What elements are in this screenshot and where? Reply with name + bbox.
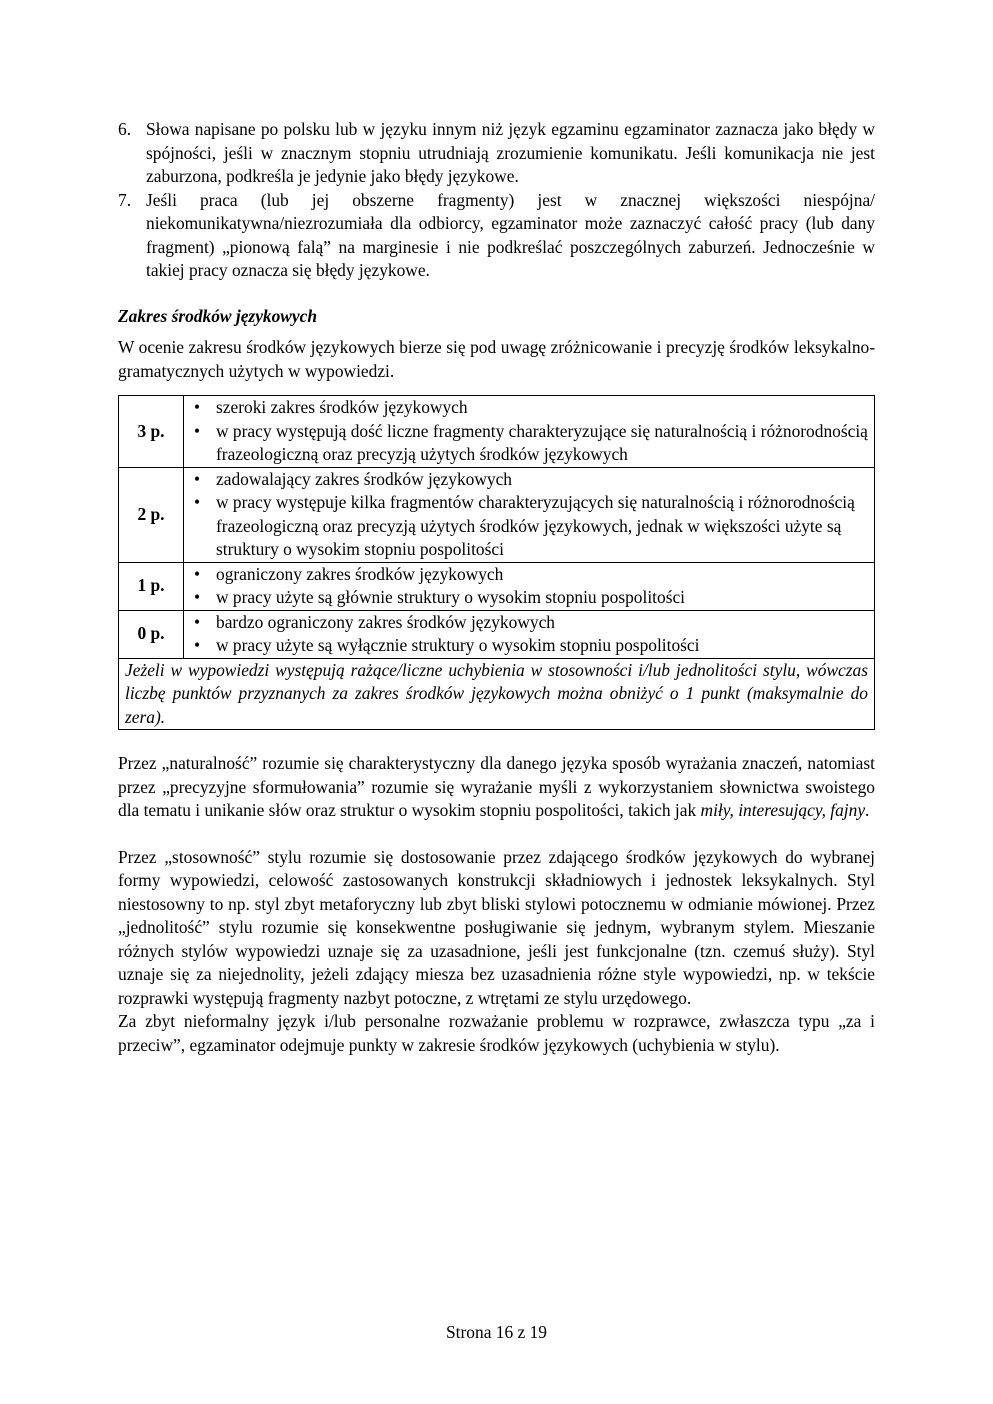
intro-paragraph: W ocenie zakresu środków językowych bierze się pod uwagę zróżnicowanie i precyzję środków leksykalno-gramatycznych użytych w wypowiedzi. xyxy=(118,337,875,381)
list-item-text: Jeśli praca (lub jej obszerne fragmenty) jest w znacznej większości niespójna/ niekomunikatywna/niezrozumiała dla odbiorcy, egzaminator może zaznaczyć całość pracy (lub dany fragment) „pionową falą” na marginesie i nie podkreślać poszczególnych zaburzeń. Jednocześnie w takiej pracy oznacza się błędy językowe. xyxy=(146,189,875,280)
rules-list xyxy=(118,118,875,283)
table-note: Jeżeli w wypowiedzi występują rażące/liczne uchybienia w stosowności i/lub jednolitości stylu, wówczas liczbę punktów przyznanych za zakres środków językowych można obniżyć o 1 punkt (maksymalnie do zera). xyxy=(119,658,875,730)
points-cell: 2 p. xyxy=(119,467,184,562)
scoring-table xyxy=(118,395,875,730)
list-item-number: 7. xyxy=(118,189,132,210)
table-row xyxy=(119,658,875,730)
list-item xyxy=(118,118,875,189)
bullet-icon: • xyxy=(194,611,201,632)
criteria-cell xyxy=(184,610,875,658)
examples-text: miły, interesujący, fajny xyxy=(700,800,866,820)
list-item-text: Słowa napisane po polsku lub w języku innym niż język egzaminu egzaminator zaznacza jako błędy w spójności, jeśli w znacznym stopniu utrudniają zrozumienie komunikatu. Jeśli komunikacja nie jest zaburzona, podkreśla je jedynie jako błędy językowe. xyxy=(146,119,875,186)
bullet-icon: • xyxy=(194,563,201,584)
page-content xyxy=(118,118,875,1057)
criterion: • szeroki zakres środków językowych xyxy=(190,396,874,420)
bullet-icon: • xyxy=(194,397,201,417)
list-item-number: 6. xyxy=(118,119,132,139)
criterion: • w pracy użyte są głównie struktury o wysokim stopniu pospolitości xyxy=(190,586,874,610)
criteria-cell xyxy=(184,396,875,468)
bullet-icon: • xyxy=(194,587,201,607)
bullet-icon: • xyxy=(194,492,201,512)
criterion: • w pracy użyte są wyłącznie struktury o wysokim stopniu pospolitości xyxy=(190,634,874,658)
criterion: • ograniczony zakres środków językowych xyxy=(190,563,874,587)
criteria-cell xyxy=(184,467,875,562)
criteria-cell xyxy=(184,562,875,610)
points-cell: 3 p. xyxy=(119,396,184,468)
table-row xyxy=(119,396,875,468)
bullet-icon: • xyxy=(194,420,201,441)
list-item xyxy=(118,189,875,283)
table-row xyxy=(119,610,875,658)
points-cell: 1 p. xyxy=(119,562,184,610)
criterion: • w pracy występuje kilka fragmentów charakteryzujących się naturalnością i różnorodnością frazeologiczną oraz precyzją użytych środków językowych, jednak w większości użyte są struktury o wysokim stopniu pospolitości xyxy=(194,492,855,559)
criterion: • bardzo ograniczony zakres środków językowych xyxy=(190,611,874,635)
table-row xyxy=(119,562,875,610)
section-title: Zakres środków językowych xyxy=(118,305,318,326)
informal-paragraph: Za zbyt nieformalny język i/lub personalne rozważanie problemu w rozprawce, zwłaszcza typu „za i przeciw”, egzaminator odejmuje punkty w zakresie środków językowych (uchybienia w stylu). xyxy=(118,1011,875,1055)
style-paragraph: Przez „stosowność” stylu rozumie się dostosowanie przez zdającego środków językowych do wybranej formy wypowiedzi, celowość zastosowanych konstrukcji składniowych i jednostek leksykalnych. Styl niestosowny to np. styl zbyt metaforyczny lub zbyt bliski stylowi potocznemu w odmianie mówionej. Przez „jednolitość” stylu rozumie się konsekwentne posługiwanie się jednym, wybranym stylem. Mieszanie różnych stylów wypowiedzi uznaje się za uzasadnione, jeśli jest funkcjonalne (tzn. czemuś służy). Styl uznaje się za niejednolity, jeżeli zdający miesza bez uzasadnienia różne style wypowiedzi, np. w tekście rozprawki występują fragmenty nazbyt potoczne, z wtrętami ze stylu urzędowego. xyxy=(118,846,875,1008)
page-number: Strona 16 z 19 xyxy=(446,1322,547,1342)
bullet-icon: • xyxy=(194,468,201,489)
criterion: • zadowalający zakres środków językowych xyxy=(190,468,874,492)
criterion: • w pracy występują dość liczne fragmenty charakteryzujące się naturalnością i różnorodnością frazeologiczną oraz precyzją użytych środków językowych xyxy=(194,420,868,464)
points-cell: 0 p. xyxy=(119,610,184,658)
bullet-icon: • xyxy=(194,635,201,655)
naturalness-paragraph: Przez „naturalność” rozumie się charakterystyczny dla danego języka sposób wyrażania znaczeń, natomiast przez „precyzyjne sformułowania” rozumie się wyrażanie myśli z wykorzystaniem słownictwa swoistego dla tematu i unikanie słów oraz struktur o wysokim stopniu pospolitości, takich jak miły, interesujący, fajny. xyxy=(118,753,875,820)
table-row xyxy=(119,467,875,562)
